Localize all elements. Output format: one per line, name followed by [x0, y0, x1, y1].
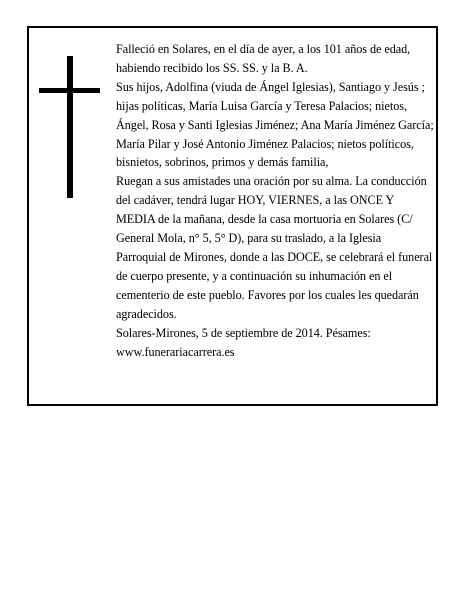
place-date-condolences: Solares-Mirones, 5 de septiembre de 2014. Pésames: www.funerariacarrera.es: [116, 325, 371, 359]
cross-vertical-bar: [67, 56, 73, 198]
funeral-details: Ruegan a sus amistades una oración por su alma. La conducción del cadáver, tendrá lugar HOY, VIERNES, a las ONCE Y MEDIA de la mañana, desde la casa mortuoria en Solares (C/ General Mola, n° 5, 5° D), para su traslado, a la Iglesia Parroquial de Mirones, donde a las DOCE, se celebrará el funeral de cuerpo presente, y a continuación su inhumación en el cementerio de este pueblo. Favores por los cuales les quedarán agradecidos.: [116, 174, 433, 321]
cross-horizontal-bar: [39, 88, 100, 93]
obituary-notice: [27, 26, 438, 406]
obituary-text: [116, 40, 434, 361]
family-list: Sus hijos, Adolfina (viuda de Ángel Iglesias), Santiago y Jesús ; hijas políticas, María Luisa García y Teresa Palacios; nietos, Ángel, Rosa y Santi Iglesias Jiménez; Ana María Jiménez García; María Pilar y José Antonio Jiménez Palacios; nietos políticos, bisnietos, sobrinos, primos y demás familia,: [116, 79, 434, 170]
death-announcement: Falleció en Solares, en el día de ayer, a los 101 años de edad, habiendo recibido los SS. SS. y la B. A.: [116, 42, 411, 75]
